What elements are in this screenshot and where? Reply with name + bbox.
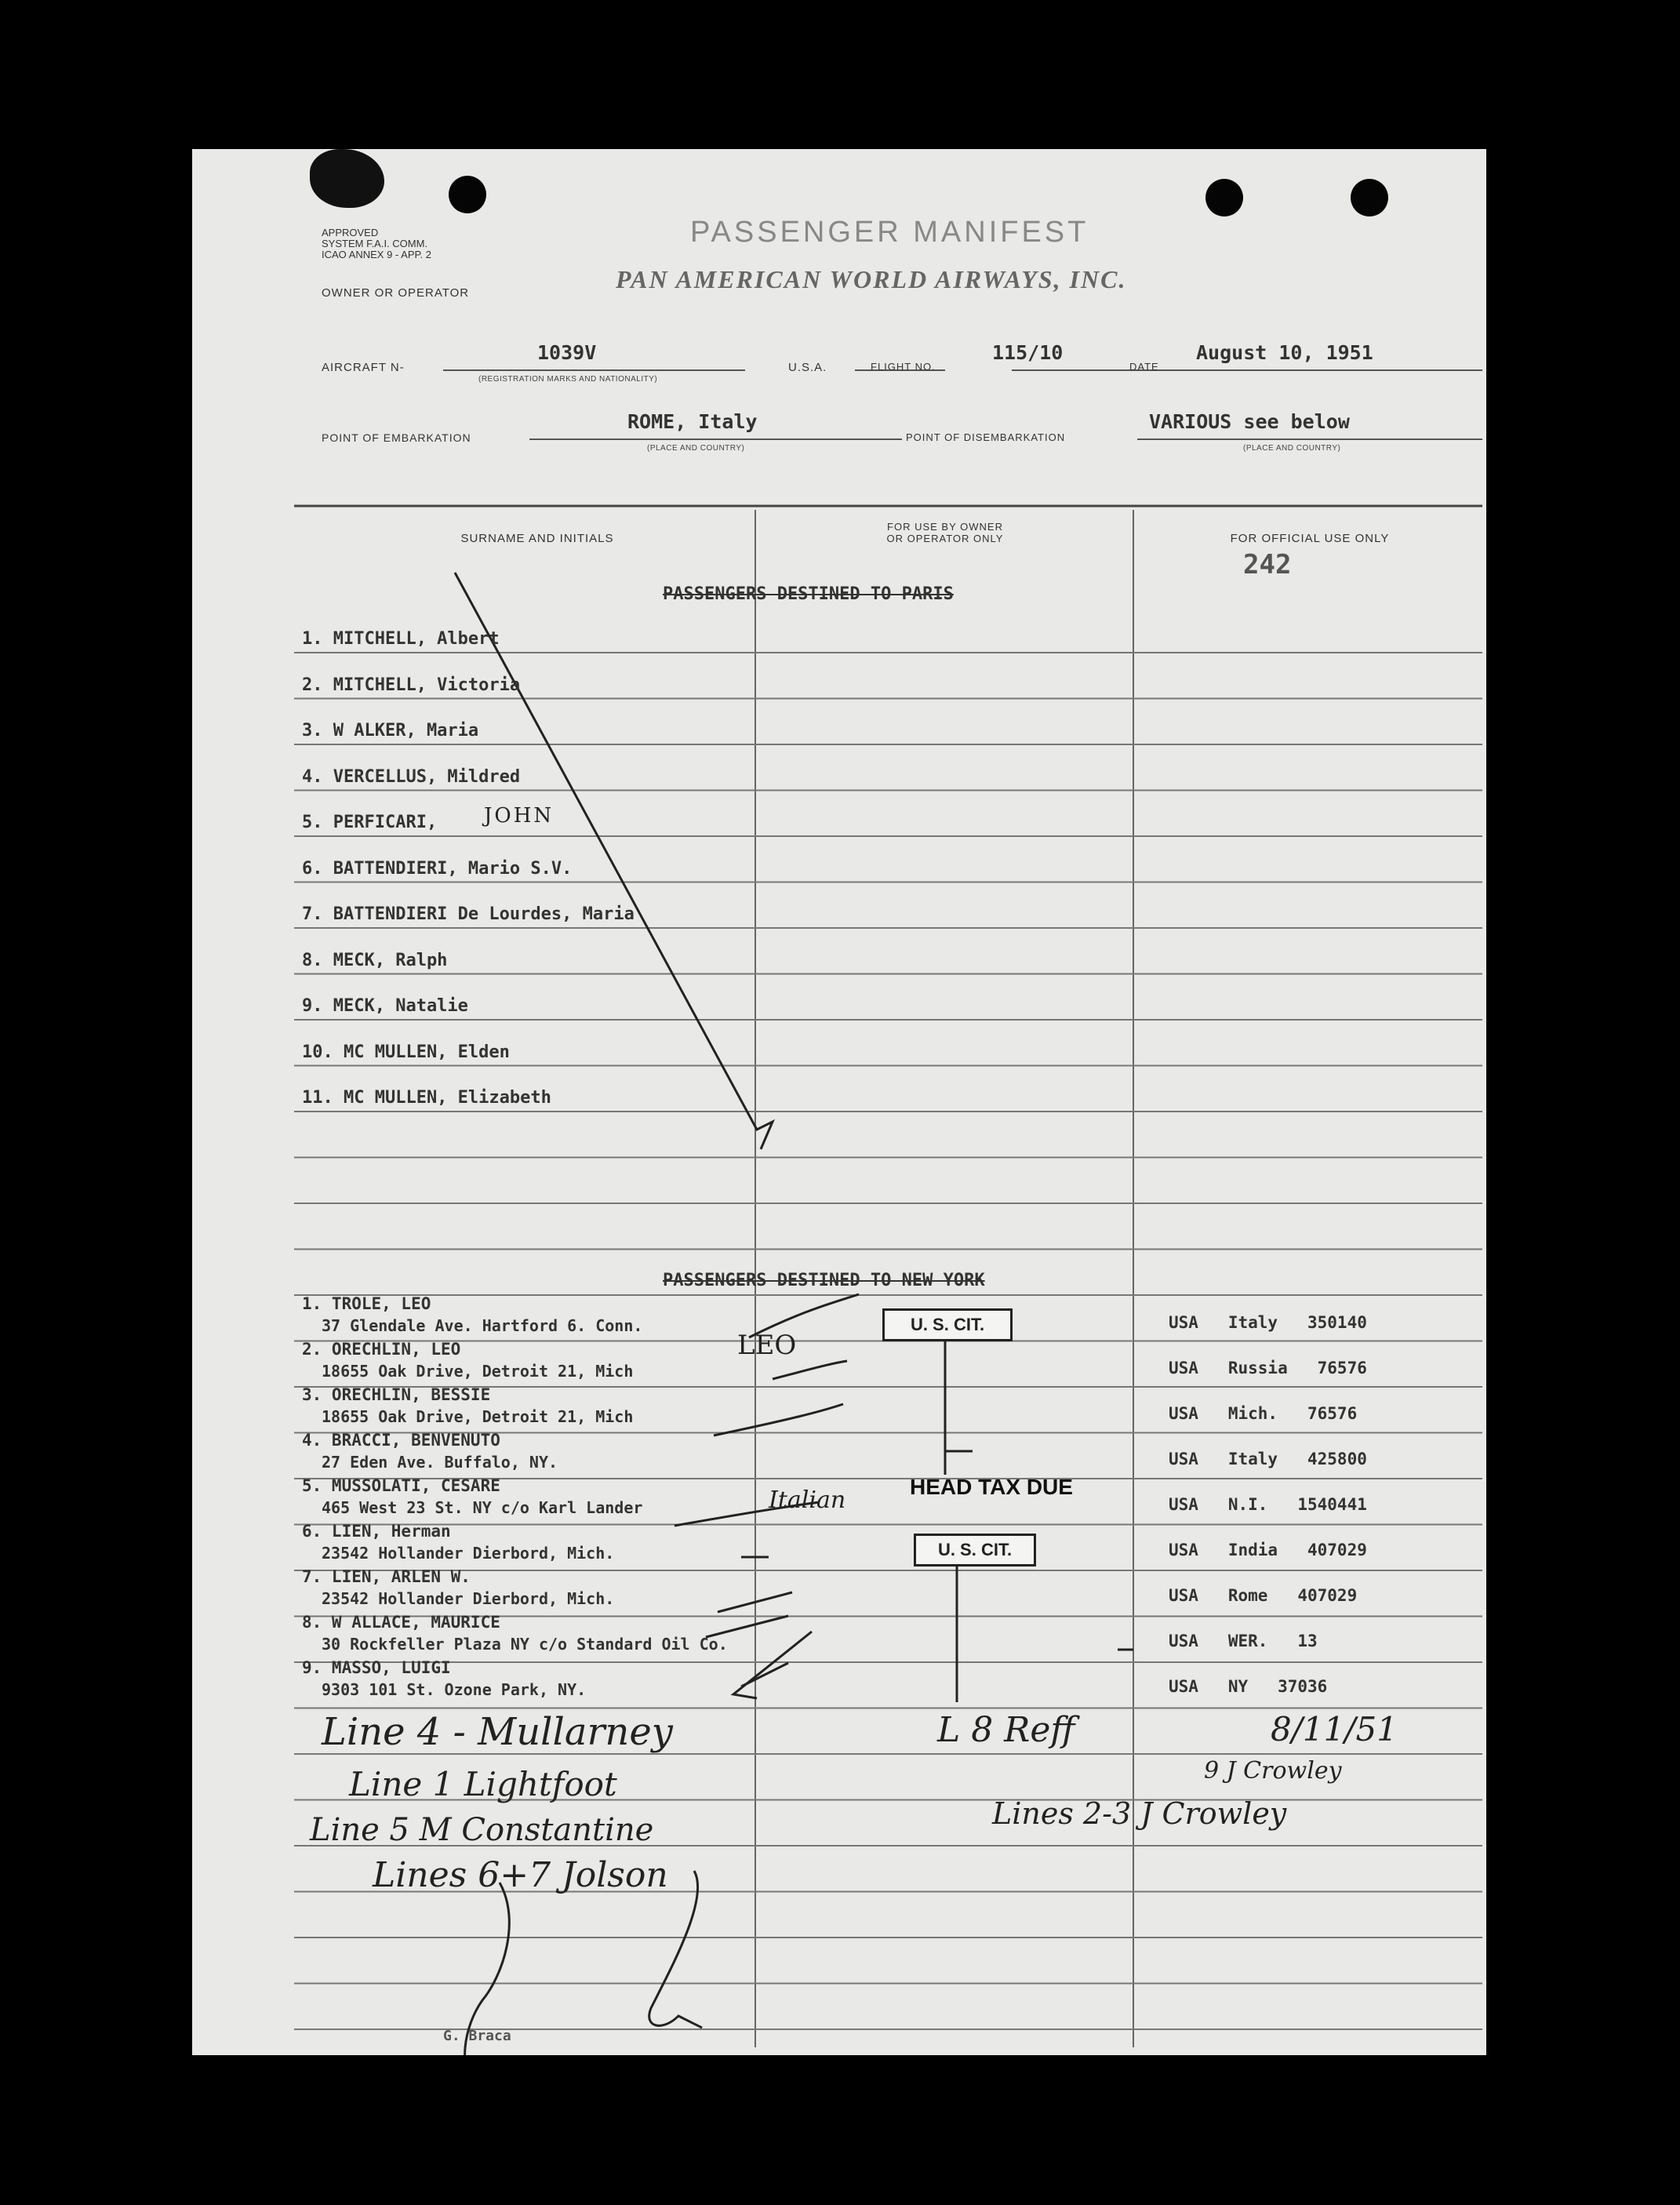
date-value: August 10, 1951 xyxy=(1196,341,1373,364)
passenger-official-entry: USA Russia 76576 xyxy=(1169,1359,1367,1377)
passenger-official-entry: USA Mich. 76576 xyxy=(1169,1404,1358,1423)
passenger-official-entry: USA Italy 350140 xyxy=(1169,1313,1367,1332)
note-lines23: Lines 2-3 J Crowley xyxy=(992,1796,1287,1831)
disembark-value: VARIOUS see below xyxy=(1149,410,1350,433)
paris-heading: PASSENGERS DESTINED TO PARIS xyxy=(663,584,954,604)
passenger-name: 7. LIEN, ARLEN W. xyxy=(302,1567,471,1586)
usa-label: U.S.A. xyxy=(788,361,827,374)
flight-label: FLIGHT NO. xyxy=(871,361,936,373)
passenger-address: 27 Eden Ave. Buffalo, NY. xyxy=(322,1453,558,1472)
passenger-name: 4. BRACCI, BENVENUTO xyxy=(302,1431,500,1450)
aircraft-label: AIRCRAFT N- xyxy=(322,361,405,374)
passenger-address: 18655 Oak Drive, Detroit 21, Mich xyxy=(322,1362,634,1381)
passenger-official-entry: USA Rome 407029 xyxy=(1169,1586,1358,1605)
list-item: 7. BATTENDIERI De Lourdes, Maria xyxy=(302,904,635,924)
passenger-name: 6. LIEN, Herman xyxy=(302,1522,451,1541)
newyork-heading: PASSENGERS DESTINED TO NEW YORK xyxy=(663,1271,985,1290)
list-item: 1. MITCHELL, Albert xyxy=(302,629,500,649)
passenger-official-entry: USA Italy 425800 xyxy=(1169,1450,1367,1468)
handwritten-leo: LEO xyxy=(737,1330,797,1361)
passenger-official-entry: USA N.I. 1540441 xyxy=(1169,1495,1367,1514)
note-line1: Line 1 Lightfoot xyxy=(349,1765,617,1803)
passenger-official-entry: USA WER. 13 xyxy=(1169,1632,1318,1650)
disembark-label: POINT OF DISEMBARKATION xyxy=(906,431,1066,443)
passenger-name: 9. MASSO, LUIGI xyxy=(302,1658,451,1677)
date-label: DATE xyxy=(1129,361,1159,373)
handwritten-italian: Italian xyxy=(769,1486,846,1514)
aircraft-value: 1039V xyxy=(537,341,597,364)
list-item: 10. MC MULLEN, Elden xyxy=(302,1042,510,1062)
note-lines67: Lines 6+7 Jolson xyxy=(373,1855,668,1895)
passenger-address: 465 West 23 St. NY c/o Karl Lander xyxy=(322,1498,643,1517)
list-item: 9. MECK, Natalie xyxy=(302,996,468,1016)
note-line8: L 8 Reff xyxy=(937,1710,1075,1750)
note-date: 8/11/51 xyxy=(1271,1710,1398,1748)
col-owner-use: FOR USE BY OWNER OR OPERATOR ONLY xyxy=(886,521,1004,544)
passenger-address: 23542 Hollander Dierbord, Mich. xyxy=(322,1589,615,1608)
company-name: PAN AMERICAN WORLD AIRWAYS, INC. xyxy=(616,265,1127,293)
col-official-use: FOR OFFICIAL USE ONLY xyxy=(1230,532,1390,545)
passenger-name: 3. ORECHLIN, BESSIE xyxy=(302,1385,491,1404)
passenger-address: 9303 101 St. Ozone Park, NY. xyxy=(322,1680,587,1699)
us-cit-stamp: U. S. CIT. xyxy=(882,1308,1013,1341)
passenger-address: 18655 Oak Drive, Detroit 21, Mich xyxy=(322,1407,634,1426)
manifest-page xyxy=(192,149,1486,2055)
embark-caption: (PLACE AND COUNTRY) xyxy=(647,444,745,453)
list-item: 6. BATTENDIERI, Mario S.V. xyxy=(302,858,573,879)
list-item: 5. PERFICARI, xyxy=(302,813,438,832)
form-title: PASSENGER MANIFEST xyxy=(690,216,1089,249)
passenger-name: 2. ORECHLIN, LEO xyxy=(302,1340,461,1359)
us-cit-stamp: U. S. CIT. xyxy=(914,1534,1036,1566)
disembark-caption: (PLACE AND COUNTRY) xyxy=(1243,444,1341,453)
list-item: 3. W ALKER, Maria xyxy=(302,721,479,740)
passenger-address: 23542 Hollander Dierbord, Mich. xyxy=(322,1544,615,1563)
note-line5: Line 5 M Constantine xyxy=(310,1812,654,1848)
embark-value: ROME, Italy xyxy=(627,410,758,433)
passenger-name: 1. TROLE, LEO xyxy=(302,1294,431,1313)
owner-label: OWNER OR OPERATOR xyxy=(322,286,470,300)
passenger-name: 5. MUSSOLATI, CESARE xyxy=(302,1476,500,1495)
embark-label: POINT OF EMBARKATION xyxy=(322,431,471,444)
list-item: 2. MITCHELL, Victoria xyxy=(302,675,521,695)
flight-value: 115/10 xyxy=(992,341,1064,364)
aircraft-caption: (REGISTRATION MARKS AND NATIONALITY) xyxy=(478,375,658,384)
head-tax-stamp: HEAD TAX DUE xyxy=(910,1475,1073,1499)
list-item: 11. MC MULLEN, Elizabeth xyxy=(302,1088,551,1108)
passenger-address: 30 Rockfeller Plaza NY c/o Standard Oil Co. xyxy=(322,1635,728,1654)
list-item: 8. MECK, Ralph xyxy=(302,950,448,970)
footer-signature-name: G. Braca xyxy=(443,2028,511,2044)
handwritten-john: JOHN xyxy=(484,804,555,828)
passenger-name: 8. W ALLACE, MAURICE xyxy=(302,1613,500,1632)
passenger-official-entry: USA NY 37036 xyxy=(1169,1677,1328,1696)
passenger-address: 37 Glendale Ave. Hartford 6. Conn. xyxy=(322,1316,643,1335)
passenger-official-entry: USA India 407029 xyxy=(1169,1541,1367,1559)
col-surname: SURNAME AND INITIALS xyxy=(460,532,614,545)
note-sig9: 9 J Crowley xyxy=(1204,1757,1342,1785)
approval-text: APPROVED SYSTEM F.A.I. COMM. ICAO ANNEX 9 - APP. 2 xyxy=(322,227,431,260)
list-item: 4. VERCELLUS, Mildred xyxy=(302,766,521,787)
note-line4: Line 4 - Mullarney xyxy=(322,1710,673,1754)
official-number: 242 xyxy=(1243,549,1292,580)
